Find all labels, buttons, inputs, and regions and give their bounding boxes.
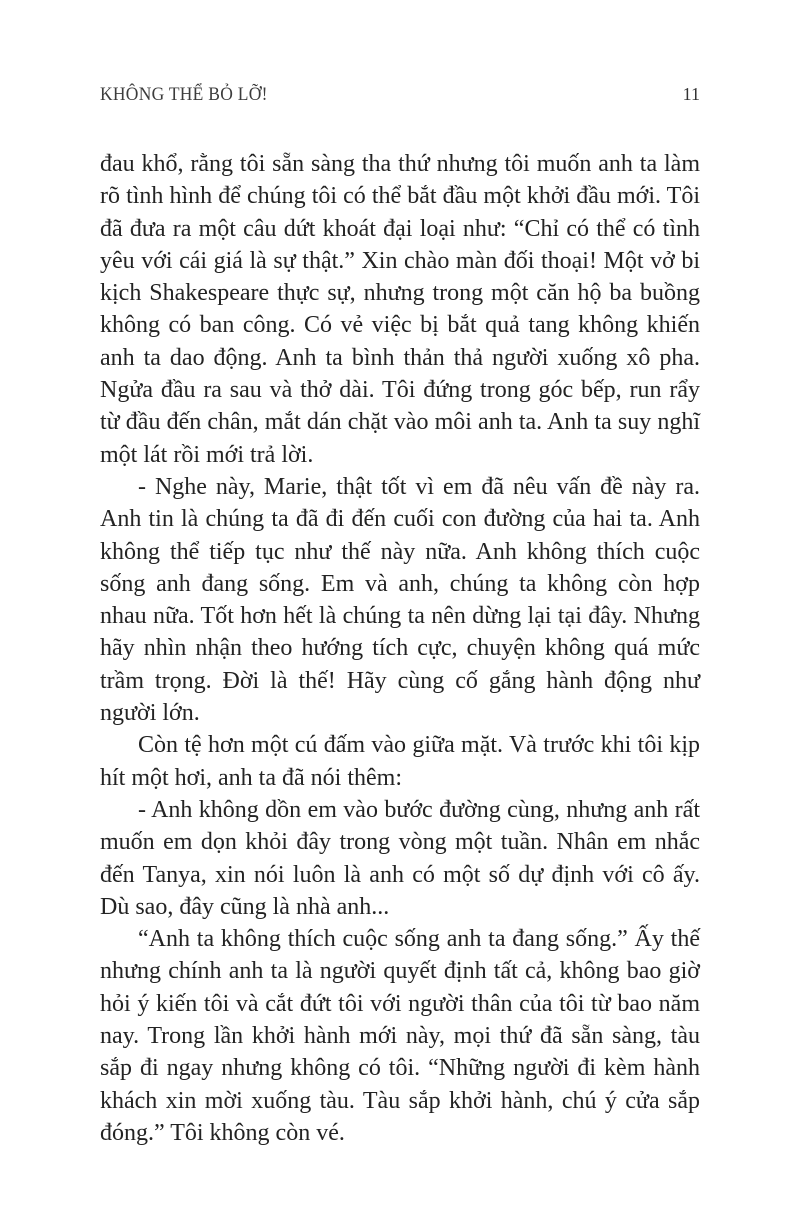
paragraph: - Anh không dồn em vào bước đường cùng, nhưng anh rất muốn em dọn khỏi đây trong vòng một tuần. Nhân em nhắc đến Tanya, xin nói luôn là anh có một số dự định với cô ấy. Dù sao, đây cũng là nhà anh... <box>100 796 700 920</box>
paragraph: “Anh ta không thích cuộc sống anh ta đang sống.” Ấy thế nhưng chính anh ta là người quyết định tất cả, không bao giờ hỏi ý kiến tôi và cắt đứt tôi với người thân của tôi từ bao năm nay. Trong lần khởi hành mới này, mọi thứ đã sẵn sàng, tàu sắp đi ngay nhưng không có tôi. “Những người đi kèm hành khách xin mời xuống tàu. Tàu sắp khởi hành, chú ý cửa sắp đóng.” Tôi không còn vé. <box>100 926 700 1146</box>
page-text <box>100 148 700 1149</box>
paragraph: Còn tệ hơn một cú đấm vào giữa mặt. Và trước khi tôi kịp hít một hơi, anh ta đã nói thêm: <box>100 732 700 791</box>
running-title: KHÔNG THỂ BỎ LỠ! <box>100 84 268 105</box>
running-header <box>100 84 700 106</box>
paragraph: - Nghe này, Marie, thật tốt vì em đã nêu vấn đề này ra. Anh tin là chúng ta đã đi đến cuối con đường của hai ta. Anh không thể tiếp tục như thế này nữa. Anh không thích cuộc sống anh đang sống. Em và anh, chúng ta không còn hợp nhau nữa. Tốt hơn hết là chúng ta nên dừng lại tại đây. Nhưng hãy nhìn nhận theo hướng tích cực, chuyện không quá mức trầm trọng. Đời là thế! Hãy cùng cố gắng hành động như người lớn. <box>100 473 700 727</box>
page-number: 11 <box>682 84 700 104</box>
paragraph: đau khổ, rằng tôi sẵn sàng tha thứ nhưng tôi muốn anh ta làm rõ tình hình để chúng tôi có thể bắt đầu một khởi đầu mới. Tôi đã đưa ra một câu dứt khoát đại loại như: “Chỉ có thể có tình yêu với cái giá là sự thật.” Xin chào màn đối thoại! Một vở bi kịch Shakespeare thực sự, nhưng trong một căn hộ ba buồng không có ban công. Có vẻ việc bị bắt quả tang không khiến anh ta dao động. Anh ta bình thản thả người xuống xô pha. Ngửa đầu ra sau và thở dài. Tôi đứng trong góc bếp, run rẩy từ đầu đến chân, mắt dán chặt vào môi anh ta. Anh ta suy nghĩ một lát rồi mới trả lời. <box>100 151 700 468</box>
